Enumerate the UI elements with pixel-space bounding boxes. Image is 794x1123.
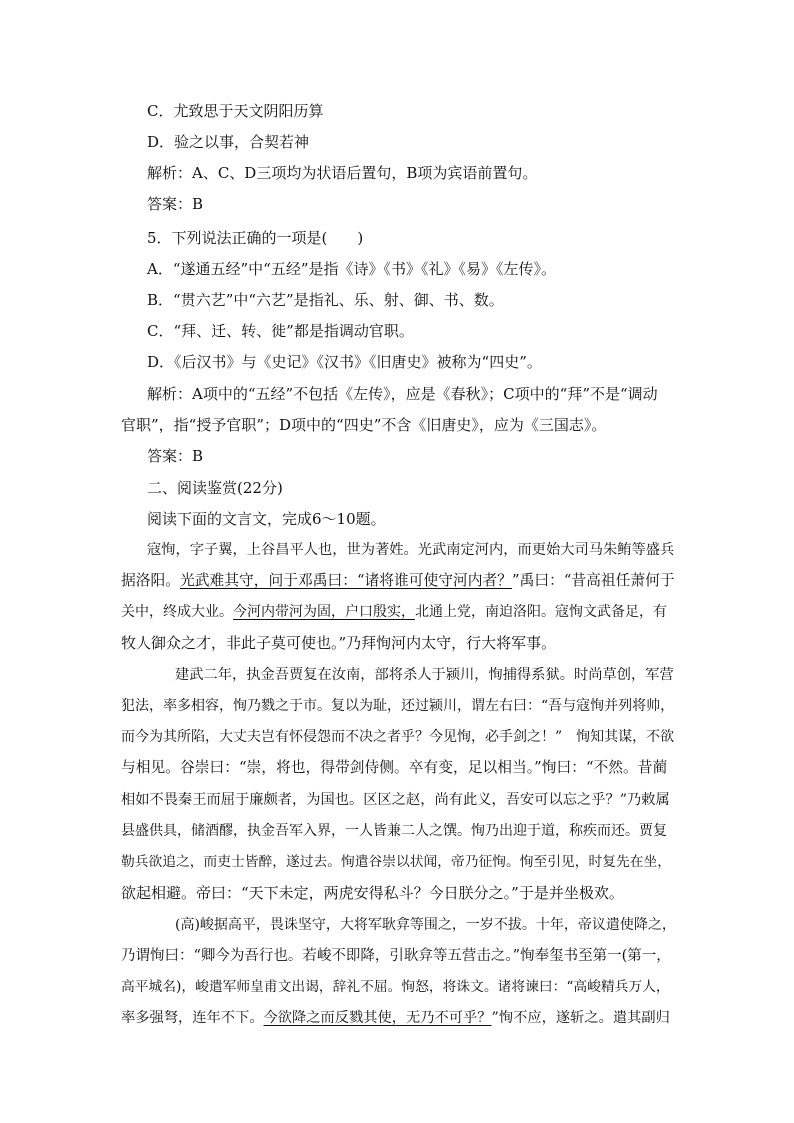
passage-p3-line-2: 乃谓恂曰：“卿今为吾行也。若峻不即降，引耿弇等五营击之。”恂奉玺书至第一(第一， [121, 948, 671, 964]
passage-p2-line-4: 与相见。谷崇曰：“崇，将也，得带剑侍侧。卒有变，足以相当。”恂曰：“不然。昔蔺 [121, 759, 668, 776]
question-5-option-c: C．“拜、迁、转、徙”都是指调动官职。 [147, 322, 414, 340]
option-d: D．验之以事，合契若神 [147, 133, 310, 151]
passage-p2-line-6: 县盛供具，储酒醪，执金吾军入界，一人皆兼二人之馔。恂乃出迎于道，称疾而还。贾复 [121, 823, 667, 839]
passage-p3-line-4: 率多强弩，连年不下。今欲降之而反戮其使，无乃不可乎？”恂不应，遂斩之。遣其副归 [121, 1010, 670, 1026]
question-5-option-d: D．《后汉书》与《史记》《汉书》《旧唐史》被称为“四史”。 [147, 353, 542, 371]
passage-p3-line-1: (高)峻据高平，畏诛坚守，大将军耿弇等围之，一岁不拔。十年，帝议遣使降之， [175, 917, 676, 933]
passage-p2-line-3: 而今为其所陷，大丈夫岂有怀侵怨而不决之者乎？今见恂，必手剑之！” 恂知其谋，不欲 [121, 729, 675, 745]
passage-p1-line-4: 牧人御众之才，非此子莫可使也。”乃拜恂河内太守，行大将军事。 [121, 634, 557, 652]
question-5-stem: 5．下列说法正确的一项是( ) [147, 229, 364, 247]
passage-p2-line-2: 犯法，率多相容，恂乃戮之于市。复以为耻，还过颍川，谓左右曰：“吾与寇恂并列将帅， [121, 698, 675, 714]
passage-p1-line-1: 寇恂，字子翼，上谷昌平人也，世为著姓。光武南定河内，而更始大司马朱鲔等盛兵 [147, 542, 675, 558]
passage-p3-line-3: 高平城名)，峻遣军师皇甫文出谒，辞礼不屈。恂怒，将诛文。诸将谏曰：“高峻精兵万人， [121, 979, 670, 995]
underlined-sentence-2: 今河内带河为固，户口殷实， [233, 604, 415, 620]
passage-p2-line-7: 勒兵欲追之，而吏士皆醉，遂过去。恂遣谷崇以状闻，帝乃征恂。恂至引见，时复先在坐， [121, 854, 672, 870]
analysis-q5-line-2: 官职”，指“授予官职”；D项中的“四史”不含《旧唐史》，应为《三国志》。 [121, 416, 607, 434]
underlined-sentence-1: 光武难其守，问于邓禹曰：“诸将谁可使守河内者？ [180, 572, 513, 589]
question-5-option-b: B．“贯六艺”中“六艺”是指礼、乐、射、御、书、数。 [147, 291, 504, 309]
passage-p2-line-8: 欲起相避。帝曰：“天下未定，两虎安得私斗？今日朕分之。”于是并坐极欢。 [121, 884, 624, 902]
analysis-q5-line-1: 解析：A项中的“五经”不包括《左传》，应是《春秋》；C项中的“拜”不是“调动 [147, 385, 658, 403]
option-c: C．尤致思于天文阴阳历算 [147, 102, 324, 120]
section-title: 二、阅读鉴赏(22分) [147, 479, 283, 497]
passage-p1-line-3: 关中，终成大业。今河内带河为固，户口殷实，北通上党，南迫洛阳。寇恂文武备足，有 [121, 604, 667, 620]
answer-q4: 答案：B [147, 195, 204, 213]
passage-p2-line-5: 相如不畏秦王而屈于廉颇者，为国也。区区之赵，尚有此义，吾安可以忘之乎？”乃敕属 [121, 792, 670, 808]
passage-p2-line-1: 建武二年，执金吾贾复在汝南，部将杀人于颍川，恂捕得系狱。时尚草创，军营 [175, 667, 674, 683]
analysis-q4: 解析：A、C、D三项均为状语后置句，B项为宾语前置句。 [147, 164, 538, 182]
answer-q5: 答案：B [147, 447, 204, 465]
question-5-option-a: A．“遂通五经”中“五经”是指《诗》《书》《礼》《易》《左传》。 [147, 260, 557, 278]
section-intro: 阅读下面的文言文，完成6～10题。 [147, 510, 386, 528]
underlined-sentence-3: 今欲降之而反戮其使，无乃不可乎？ [263, 1010, 492, 1026]
passage-p1-line-2: 据洛阳。光武难其守，问于邓禹曰：“诸将谁可使守河内者？”禹曰：“昔高祖任萧何于 [121, 572, 675, 589]
